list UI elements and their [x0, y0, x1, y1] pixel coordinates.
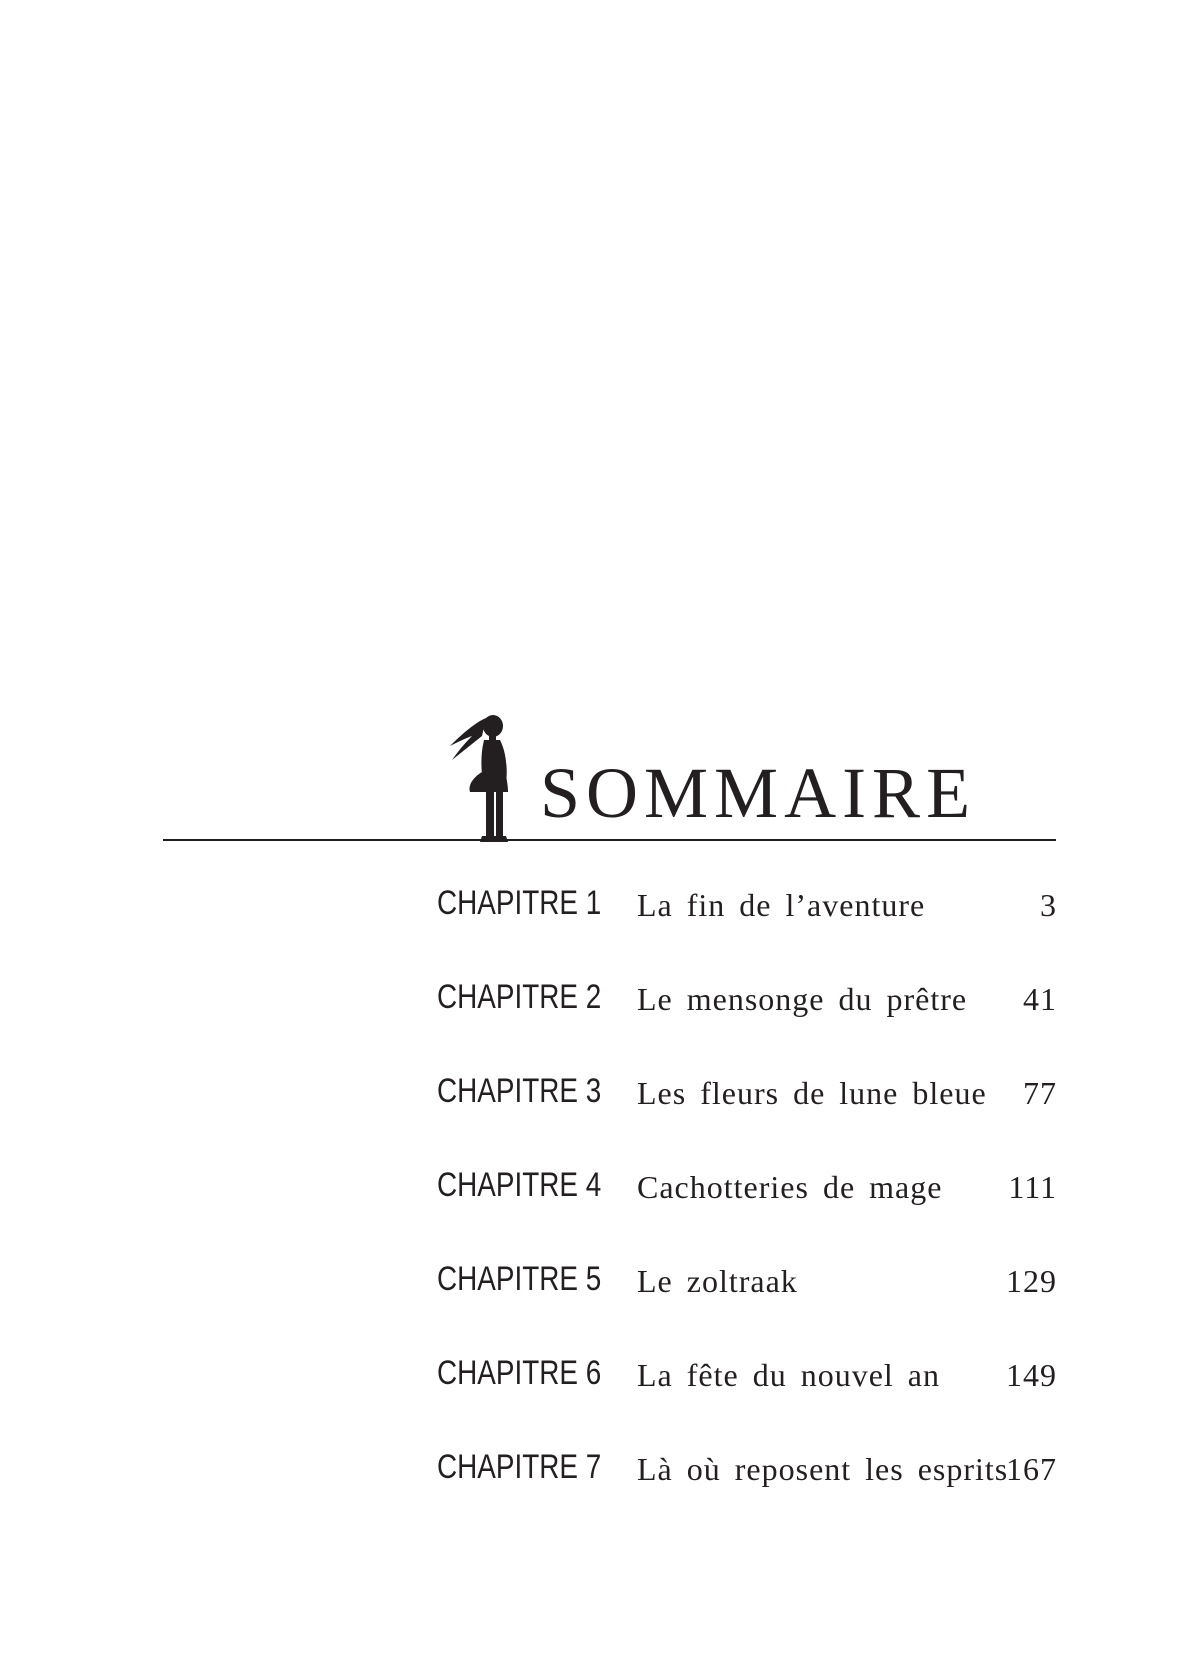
toc-entry[interactable]	[437, 1259, 1057, 1309]
chapter-title: Cachotteries de mage	[637, 1169, 943, 1205]
toc-entry[interactable]	[437, 1071, 1057, 1121]
chapter-title: Les fleurs de lune bleue	[637, 1075, 987, 1111]
chapter-page-number: 111	[1008, 1169, 1057, 1205]
chapter-page-number: 149	[1006, 1357, 1057, 1393]
chapter-label: CHAPITRE 4	[437, 1166, 602, 1204]
chapter-label: CHAPITRE 3	[437, 1072, 602, 1110]
chapter-title: Le zoltraak	[637, 1263, 798, 1299]
toc-entry[interactable]	[437, 883, 1057, 933]
chapter-title: Là où reposent les esprits	[637, 1451, 1009, 1487]
chapter-label: CHAPITRE 7	[437, 1448, 602, 1486]
chapter-title: La fête du nouvel an	[637, 1357, 940, 1393]
toc-entry[interactable]	[437, 1447, 1057, 1497]
toc-entry[interactable]	[437, 977, 1057, 1027]
header-divider	[163, 839, 1056, 841]
chapter-page-number: 77	[1023, 1075, 1057, 1111]
chapter-title: Le mensonge du prêtre	[637, 981, 968, 1017]
chapter-page-number: 3	[1040, 887, 1057, 923]
chapter-label: CHAPITRE 6	[437, 1354, 602, 1392]
chapter-page-number: 41	[1023, 981, 1057, 1017]
chapter-page-number: 129	[1006, 1263, 1057, 1299]
chapter-label: CHAPITRE 5	[437, 1260, 602, 1298]
chapter-label: CHAPITRE 2	[437, 978, 602, 1016]
page-title: SOMMAIRE	[540, 753, 977, 833]
girl-silhouette-icon	[448, 712, 518, 844]
chapter-page-number: 167	[1006, 1451, 1057, 1487]
toc-entry[interactable]	[437, 1165, 1057, 1215]
chapter-title: La fin de l’aventure	[637, 887, 926, 923]
toc-entry[interactable]	[437, 1353, 1057, 1403]
chapter-label: CHAPITRE 1	[437, 884, 602, 922]
